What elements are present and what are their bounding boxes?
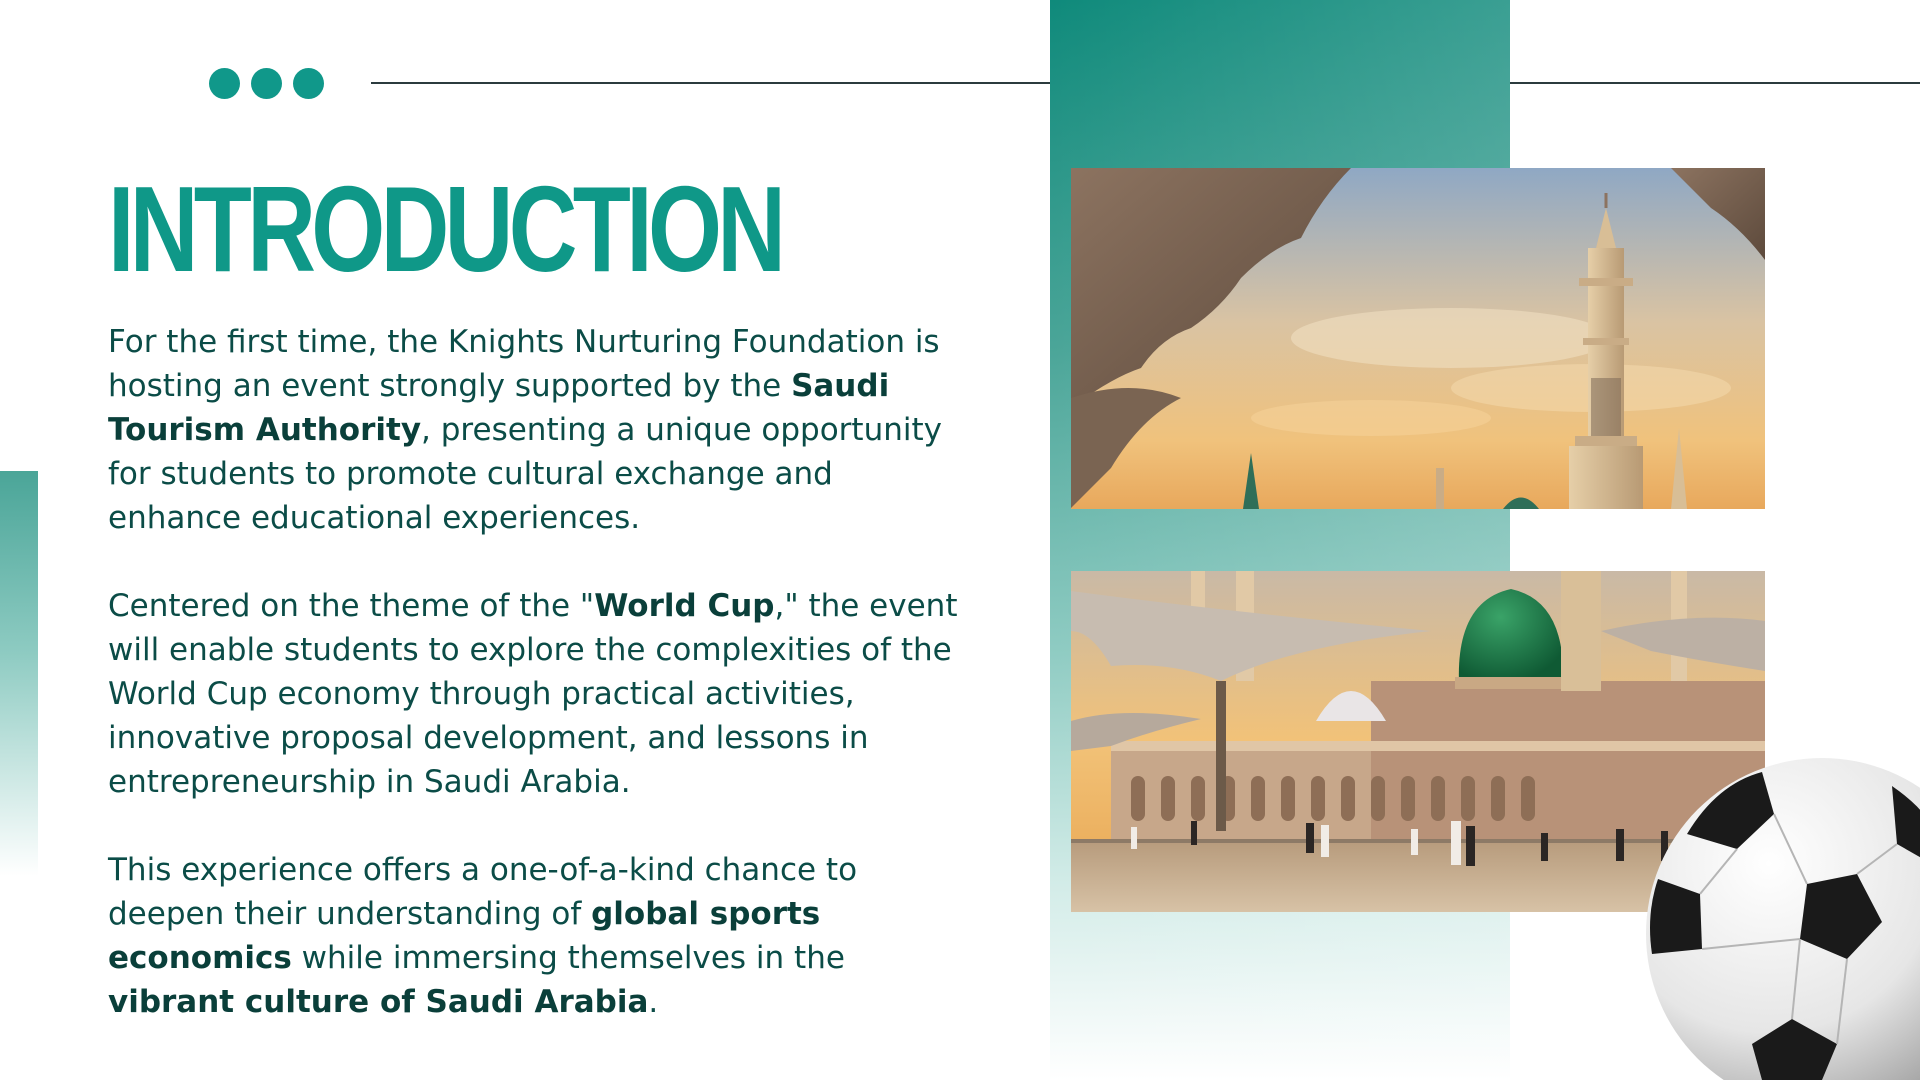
left-gradient-bar (0, 471, 38, 876)
soccer-ball-icon (1632, 744, 1920, 1080)
green-gradient-panel (1050, 0, 1510, 1080)
paragraph-text: This experience offers a one-of-a-kind chance to deepen their understanding of (108, 852, 858, 932)
paragraph-text: , presenting a unique opportunity for students to promote cultural exchange and enhance educational experiences. (108, 412, 942, 536)
mosque-minaret-canopies-photo (1071, 168, 1765, 509)
intro-paragraph-3 (108, 848, 958, 1024)
paragraph-text: For the first time, the Knights Nurturing Foundation is hosting an event strongly supported by the (108, 324, 940, 404)
page-title: INTRODUCTION (108, 161, 782, 297)
decorative-dot-1 (209, 68, 240, 99)
paragraph-text: Centered on the theme of the " (108, 588, 595, 624)
paragraph-text: . (648, 984, 659, 1020)
intro-paragraph-1 (108, 320, 958, 540)
paragraph-bold-text: Saudi Tourism Authority (108, 368, 890, 448)
paragraph-bold-text: World Cup (594, 588, 775, 624)
paragraph-bold-text: vibrant culture of Saudi Arabia (108, 984, 649, 1020)
paragraph-bold-text: global sports economics (108, 896, 821, 976)
paragraph-text: while immersing themselves in the (291, 940, 845, 976)
intro-paragraph-2 (108, 584, 958, 804)
paragraph-text: ," the event will enable students to explore the complexities of the World Cup economy through practical activities, innovative proposal development, and lessons in entrepreneurship in Saudi Arabia. (108, 588, 958, 800)
decorative-dot-3 (293, 68, 324, 99)
decorative-dot-2 (251, 68, 282, 99)
